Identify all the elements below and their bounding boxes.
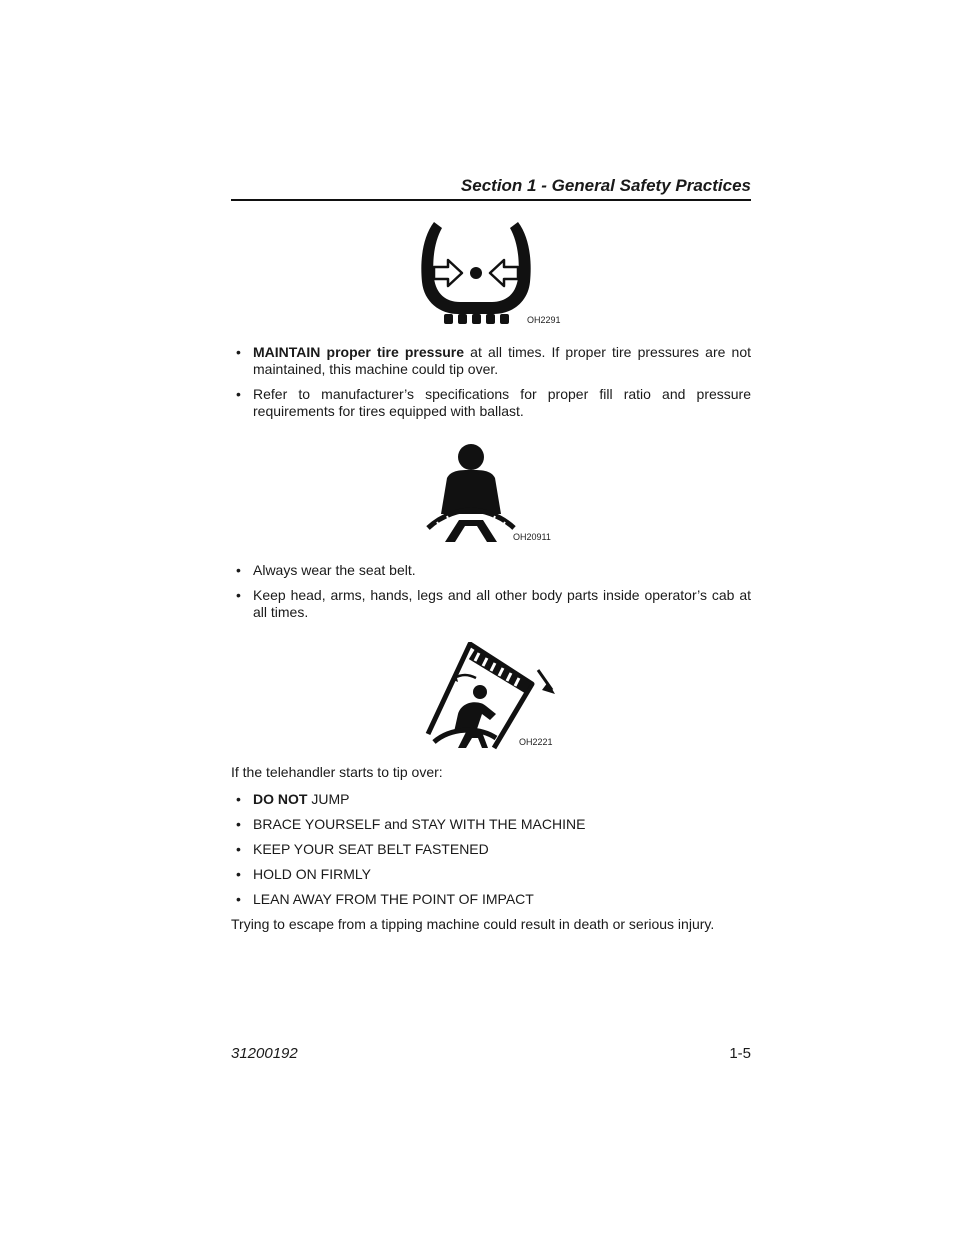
list-item <box>231 816 751 833</box>
section-title: Section 1 - General Safety Practices <box>460 176 751 195</box>
list-item <box>231 866 751 883</box>
list-item <box>231 386 751 420</box>
document-number: 31200192 <box>231 1045 298 1062</box>
bullet-marker: • <box>236 891 241 907</box>
page-number: 1-5 <box>729 1045 751 1062</box>
figure-code: OH2291 <box>527 315 561 325</box>
bold-text: MAINTAIN proper tire pressure <box>253 344 465 360</box>
intro-text: If the telehandler starts to tip over: <box>231 764 443 780</box>
tip-over-icon <box>424 642 558 750</box>
bullet-text: JUMP <box>307 791 350 807</box>
bullet-marker: • <box>236 816 241 832</box>
list-item <box>231 587 751 621</box>
tire-pressure-icon <box>418 220 534 330</box>
bullet-text: Keep head, arms, hands, legs and all other body parts inside operator’s cab at all times. <box>253 587 751 620</box>
bullet-text: LEAN AWAY FROM THE POINT OF IMPACT <box>253 891 534 907</box>
bullet-marker: • <box>236 587 241 603</box>
list-item <box>231 791 751 808</box>
list-item <box>231 891 751 908</box>
bullet-text: BRACE YOURSELF and STAY WITH THE MACHINE <box>253 816 586 832</box>
bullet-marker: • <box>236 344 241 360</box>
bullet-text: Always wear the seat belt. <box>253 562 416 578</box>
bullet-text: HOLD ON FIRMLY <box>253 866 371 882</box>
bullet-marker: • <box>236 562 241 578</box>
figure-code: OH20911 <box>513 532 551 542</box>
bullet-text: KEEP YOUR SEAT BELT FASTENED <box>253 841 489 857</box>
bullet-marker: • <box>236 791 241 807</box>
list-item <box>231 841 751 858</box>
list-item <box>231 344 751 378</box>
bullet-text: at all times. If proper tire pressures are not maintained, this machine could tip over. <box>253 344 751 377</box>
bullet-text: Refer to manufacturer’s specifications for proper fill ratio and pressure requirements for tires equipped with ballast. <box>253 386 751 419</box>
bullet-marker: • <box>236 841 241 857</box>
figure-code: OH2221 <box>519 737 553 747</box>
closing-text: Trying to escape from a tipping machine could result in death or serious injury. <box>231 916 715 932</box>
bullet-marker: • <box>236 386 241 402</box>
list-item <box>231 562 751 579</box>
header-rule <box>231 199 751 201</box>
seat-belt-icon <box>425 442 517 542</box>
bullet-marker: • <box>236 866 241 882</box>
bold-text: DO NOT <box>253 791 308 807</box>
